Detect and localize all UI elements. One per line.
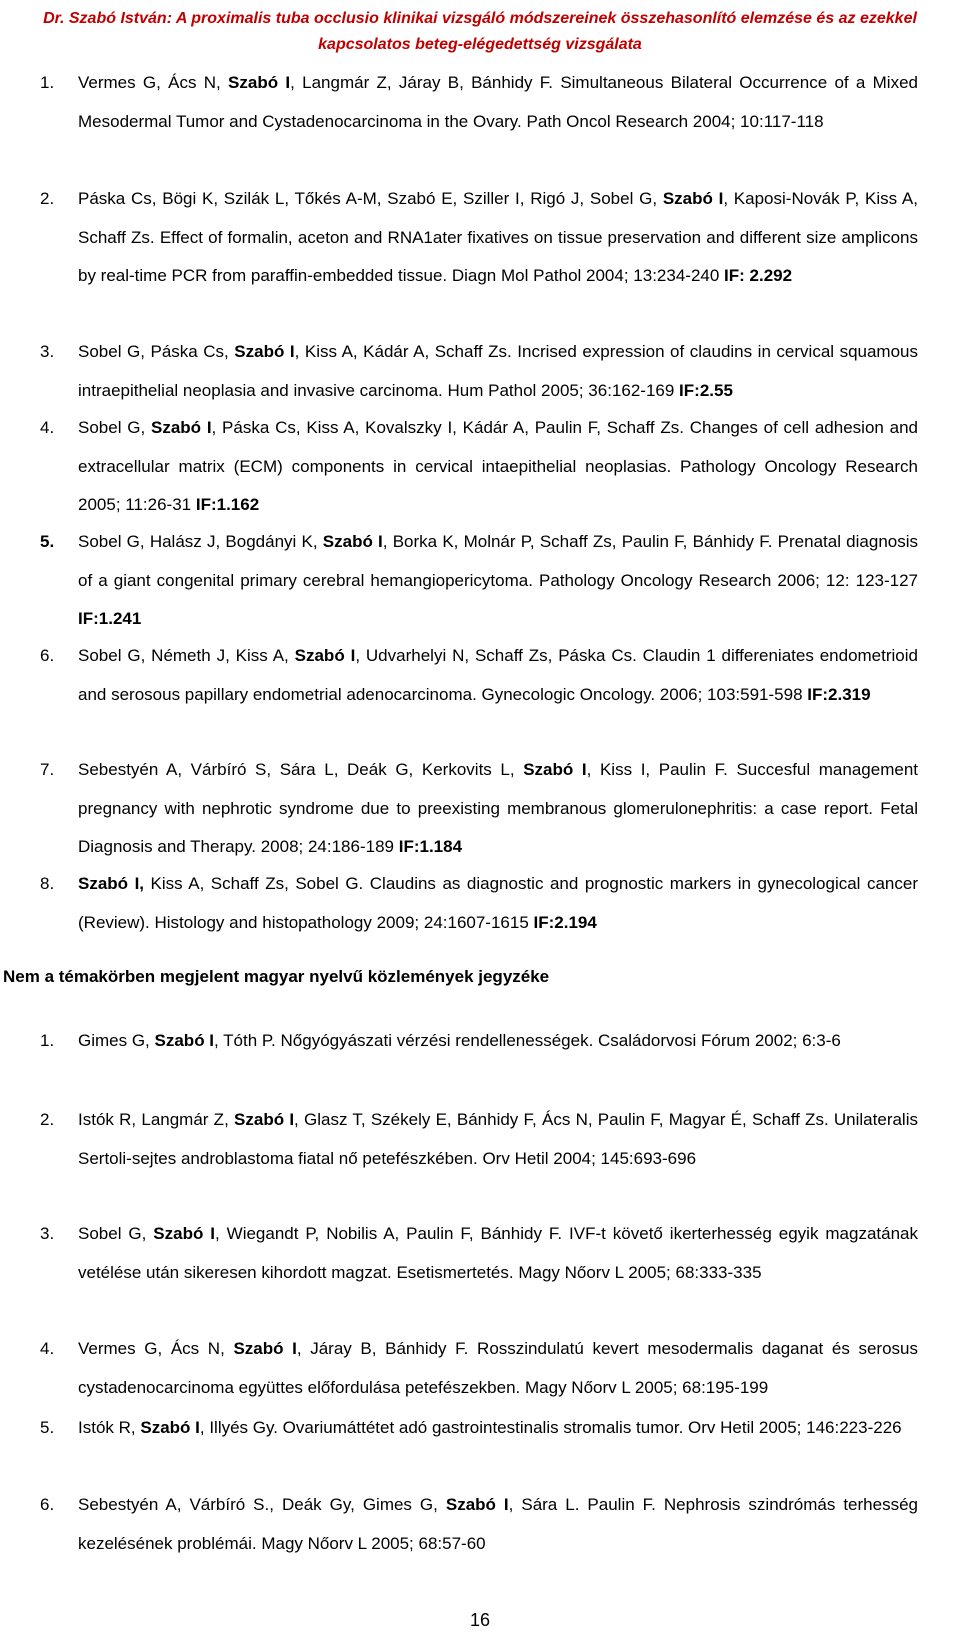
highlighted-author: Szabó I [154, 1031, 215, 1050]
highlighted-author: Szabó I [234, 342, 295, 361]
reference-text: Sobel G, Szabó I, Wiegandt P, Nobilis A, Paulin F, Bánhidy F. IVF-t követő ikerterhesség egyik magzatának vetélése után sikeresen kihordott magzat. Esetismertetés. Magy Nőorv L 2005; 68:333-335 [78, 1224, 918, 1282]
highlighted-author: Szabó I [294, 646, 356, 665]
highlighted-author: Szabó I [233, 1339, 297, 1358]
reference-number: 3. [40, 342, 55, 361]
highlighted-author: Szabó I [140, 1418, 200, 1437]
reference-3 [40, 333, 918, 410]
reference-number: 4. [40, 1339, 55, 1358]
reference-1 [40, 64, 918, 141]
reference-text: Sobel G, Németh J, Kiss A, Szabó I, Udvarhelyi N, Schaff Zs, Páska Cs. Claudin 1 differeniates endometrioid and serosous papillary endometrial adenocarcinoma. Gynecologic Oncology. 2006; 103:591-598 IF:2.319 [78, 646, 918, 704]
reference-text: Gimes G, Szabó I, Tóth P. Nőgyógyászati vérzési rendellenességek. Családorvosi Fórum 2002; 6:3-6 [78, 1031, 841, 1050]
reference-text: Sobel G, Halász J, Bogdányi K, Szabó I, Borka K, Molnár P, Schaff Zs, Paulin F, Bánhidy F. Prenatal diagnosis of a giant congenital primary cerebral hemangiopericytoma. Pathology Oncology Research 2006; 12: 123-127 IF:1.241 [78, 532, 919, 628]
reference-number: 1. [40, 1031, 55, 1050]
reference-text: Vermes G, Ács N, Szabó I, Járay B, Bánhidy F. Rosszindulatú kevert mesodermalis daganat és serosus cystadenocarcinoma együttes előfordulása petefészekben. Magy Nőorv L 2005; 68:195-199 [78, 1339, 919, 1397]
highlighted-author: Szabó I [662, 189, 724, 208]
highlighted-author: Szabó I [322, 532, 383, 551]
page-number: 16 [469, 1610, 491, 1630]
impact-factor: IF:2.319 [807, 684, 871, 704]
highlighted-author: Szabó I [228, 73, 291, 92]
impact-factor: IF:2.194 [533, 912, 597, 932]
reference-hu-2 [40, 1101, 918, 1178]
highlighted-author: Szabó I [234, 1110, 295, 1129]
reference-number: 4. [40, 418, 55, 437]
reference-hu-6 [40, 1486, 918, 1563]
reference-8 [40, 865, 918, 942]
reference-text: Sebestyén A, Várbíró S., Deák Gy, Gimes G, Szabó I, Sára L. Paulin F. Nephrosis szindrómás terhesség kezelésének problémái. Magy Nőorv L 2005; 68:57-60 [78, 1495, 918, 1553]
reference-6 [40, 637, 918, 714]
reference-text: Sobel G, Páska Cs, Szabó I, Kiss A, Kádár A, Schaff Zs. Incrised expression of claudins in cervical squamous intraepithelial neoplasia and invasive carcinoma. Hum Pathol 2005; 36:162-169 IF:2.55 [78, 342, 919, 400]
reference-7 [40, 751, 918, 867]
highlighted-author: Szabó I, [78, 874, 145, 893]
reference-number: 7. [40, 760, 55, 779]
reference-number: 6. [40, 646, 55, 665]
reference-hu-5 [40, 1409, 918, 1448]
section-heading: Nem a témakörben megjelent magyar nyelvű közlemények jegyzéke [3, 967, 550, 986]
reference-number: 5. [40, 1418, 55, 1437]
highlighted-author: Szabó I [445, 1495, 509, 1514]
reference-number: 1. [40, 73, 55, 92]
reference-number: 2. [40, 189, 55, 208]
reference-hu-1 [40, 1022, 918, 1061]
reference-text: Sobel G, Szabó I, Páska Cs, Kiss A, Kovalszky I, Kádár A, Paulin F, Schaff Zs. Changes of cell adhesion and extracellular matrix (ECM) components in cervical intaepithelial neoplasias. Pathology Oncology Research 2005; 11:26-31 IF:1.162 [78, 418, 918, 514]
impact-factor: IF: 2.292 [724, 266, 793, 285]
reference-number: 3. [40, 1224, 55, 1243]
impact-factor: IF:1.241 [78, 609, 142, 628]
reference-number: 5. [40, 532, 55, 551]
impact-factor: IF:1.184 [398, 837, 463, 856]
reference-number: 8. [40, 874, 55, 893]
running-header [0, 6, 960, 58]
reference-text: Istók R, Langmár Z, Szabó I, Glasz T, Székely E, Bánhidy F, Ács N, Paulin F, Magyar É, Schaff Zs. Unilateralis Sertoli-sejtes androblastoma fiatal nő petefészkében. Orv Hetil 2004; 145:693-696 [78, 1110, 918, 1168]
reference-number: 6. [40, 1495, 55, 1514]
highlighted-author: Szabó I [150, 418, 212, 437]
header-line-1: Dr. Szabó István: A proximalis tuba occlusio klinikai vizsgáló módszereinek összehasonlító elemzése és az ezekkel [43, 10, 917, 27]
reference-5 [40, 523, 918, 639]
highlighted-author: Szabó I [153, 1224, 215, 1243]
reference-number: 2. [40, 1110, 55, 1129]
reference-text: Vermes G, Ács N, Szabó I, Langmár Z, Járay B, Bánhidy F. Simultaneous Bilateral Occurrence of a Mixed Mesodermal Tumor and Cystadenocarcinoma in the Ovary. Path Oncol Research 2004; 10:117-118 [78, 73, 918, 131]
reference-4 [40, 409, 918, 525]
reference-text: Páska Cs, Bögi K, Szilák L, Tőkés A-M, Szabó E, Sziller I, Rigó J, Sobel G, Szabó I, Kaposi-Novák P, Kiss A, Schaff Zs. Effect of formalin, aceton and RNA1ater fixatives on tissue preservation and different size amplicons by real-time PCR from paraffin-embedded tissue. Diagn Mol Pathol 2004; 13:234-240 IF: 2.292 [78, 189, 918, 285]
reference-text: Istók R, Szabó I, Illyés Gy. Ovariumáttétet adó gastrointestinalis stromalis tumor. Orv Hetil 2005; 146:223-226 [78, 1418, 902, 1437]
impact-factor: IF:1.162 [195, 495, 260, 514]
header-line-2: kapcsolatos beteg-elégedettség vizsgálata [318, 36, 642, 53]
reference-2 [40, 180, 918, 296]
reference-hu-3 [40, 1215, 918, 1292]
reference-hu-4 [40, 1330, 918, 1407]
highlighted-author: Szabó I [523, 760, 587, 779]
reference-text: Sebestyén A, Várbíró S, Sára L, Deák G, Kerkovits L, Szabó I, Kiss I, Paulin F. Succesful management pregnancy with nephrotic syndrome due to preexisting membranous glomerulonephritis: a case report. Fetal Diagnosis and Therapy. 2008; 24:186-189 IF:1.184 [78, 760, 918, 856]
impact-factor: IF:2.55 [679, 380, 733, 400]
reference-text: Szabó I, Kiss A, Schaff Zs, Sobel G. Claudins as diagnostic and prognostic markers in gynecological cancer (Review). Histology and histopathology 2009; 24:1607-1615 IF:2.194 [78, 874, 919, 932]
